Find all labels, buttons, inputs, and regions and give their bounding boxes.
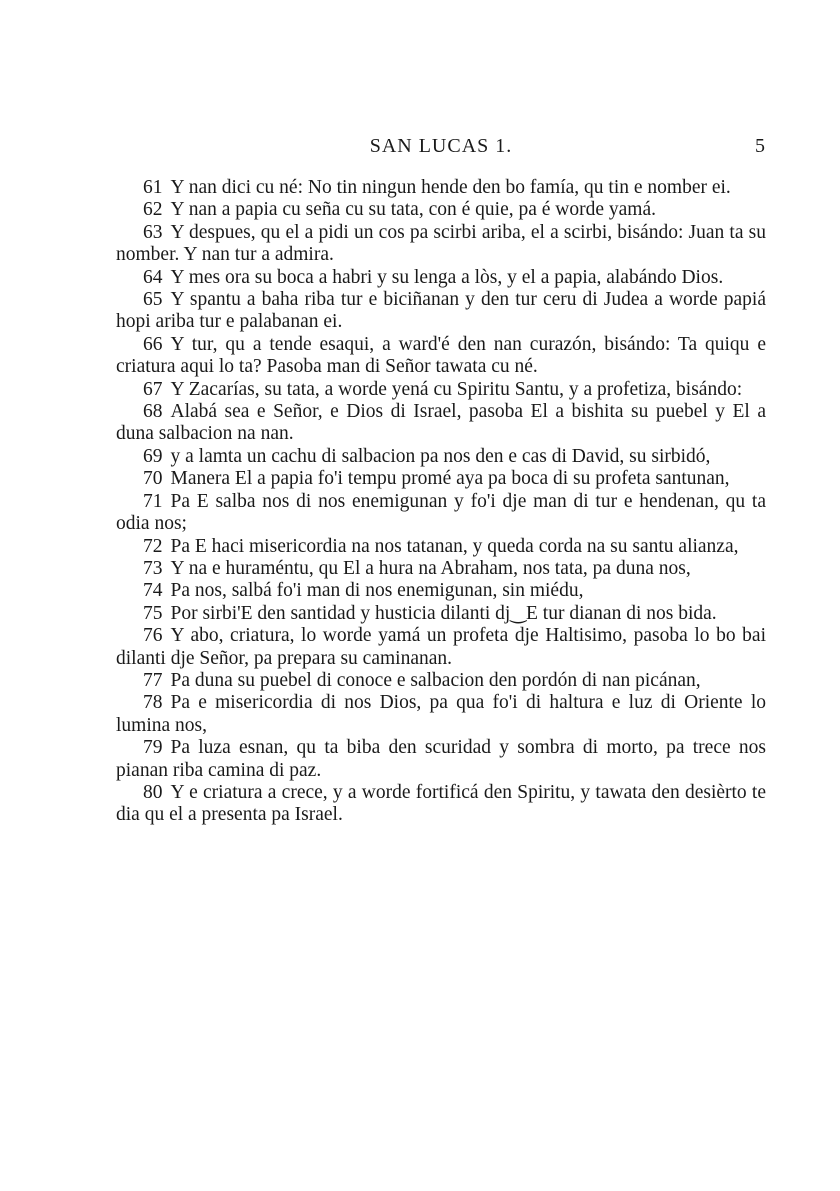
verse-number: 62 — [143, 199, 163, 221]
verse — [116, 692, 766, 737]
verse-text: Y na e huraméntu, qu El a hura na Abraham, nos tata, pa duna nos, — [170, 557, 691, 579]
verse-number: 63 — [143, 221, 163, 243]
verse — [116, 267, 766, 289]
verse-number: 65 — [143, 289, 163, 311]
verse-list — [116, 177, 766, 827]
verse-text: Y abo, criatura, lo worde yamá un profeta dje Haltisimo, pasoba lo bo bai dilanti dje Señor, pa prepara su caminanan. — [116, 625, 766, 669]
verse — [116, 199, 766, 221]
verse — [116, 401, 766, 446]
verse — [116, 558, 766, 580]
verse-text: Y spantu a baha riba tur e biciñanan y den tur ceru di Judea a worde papiá hopi ariba tur e palabanan ei. — [116, 289, 766, 333]
verse — [116, 334, 766, 379]
verse-text: Y tur, qu a tende esaqui, a ward'é den nan curazón, bisándo: Ta quiqu e criatura aqui lo ta? Pasoba man di Señor tawata cu né. — [116, 333, 766, 378]
verse-text: Pa duna su puebel di conoce e salbacion den pordón di nan picánan, — [170, 669, 701, 691]
verse — [116, 603, 766, 625]
verse-number: 75 — [143, 602, 163, 624]
verse — [116, 379, 766, 401]
verse-number: 66 — [143, 333, 163, 355]
verse-text: Por sirbi'E den santidad y husticia dilanti dj‿E tur dianan di nos bida. — [170, 602, 717, 624]
verse — [116, 580, 766, 602]
verse-number: 74 — [143, 580, 163, 602]
verse-number: 69 — [143, 445, 163, 467]
verse-number: 70 — [143, 468, 163, 490]
verse — [116, 491, 766, 536]
verse-number: 67 — [143, 378, 163, 400]
verse — [116, 737, 766, 782]
verse-text: Y mes ora su boca a habri y su lenga a lòs, y el a papia, alabándo Dios. — [170, 266, 724, 288]
running-title: SAN LUCAS 1. — [369, 135, 513, 157]
verse-number: 76 — [143, 625, 163, 647]
page-header — [116, 135, 766, 163]
verse — [116, 446, 766, 468]
verse — [116, 670, 766, 692]
page-number: 5 — [755, 135, 766, 157]
verse-number: 78 — [143, 692, 163, 714]
verse-number: 79 — [143, 737, 163, 759]
verse-text: Pa E haci misericordia na nos tatanan, y queda corda na su santu alianza, — [170, 535, 739, 557]
verse — [116, 222, 766, 267]
verse-number: 71 — [143, 490, 163, 512]
verse — [116, 289, 766, 334]
verse-text: Pa luza esnan, qu ta biba den scuridad y sombra di morto, pa trece nos pianan riba camina di paz. — [116, 737, 766, 781]
verse-number: 77 — [143, 669, 163, 691]
verse-text: Manera El a papia fo'i tempu promé aya pa boca di su profeta santunan, — [170, 468, 730, 490]
verse-text: Y nan a papia cu seña cu su tata, con é quie, pa é worde yamá. — [170, 199, 656, 221]
verse — [116, 536, 766, 558]
verse-text: Pa E salba nos di nos enemigunan y fo'i dje man di tur e hendenan, qu ta odia nos; — [116, 490, 766, 535]
verse-text: Y e criatura a crece, y a worde fortificá den Spiritu, y tawata den desièrto te dia qu el a presenta pa Israel. — [116, 781, 766, 826]
verse-number: 80 — [143, 781, 163, 803]
verse-number: 64 — [143, 266, 163, 288]
verse-text: Pa e misericordia di nos Dios, pa qua fo'i di haltura e luz di Oriente lo lumina nos, — [116, 692, 766, 736]
verse-text: Y nan dici cu né: No tin ningun hende den bo famía, qu tin e nomber ei. — [170, 177, 731, 198]
verse-number: 72 — [143, 535, 163, 557]
verse-text: y a lamta un cachu di salbacion pa nos den e cas di David, su sirbidó, — [170, 445, 711, 467]
verse-text: Y Zacarías, su tata, a worde yená cu Spiritu Santu, y a profetiza, bisándo: — [170, 378, 743, 400]
verse — [116, 177, 766, 199]
verse — [116, 782, 766, 827]
verse-text: Y despues, qu el a pidi un cos pa scirbi ariba, el a scirbi, bisándo: Juan ta su nomber. Y nan tur a admira. — [116, 221, 766, 266]
verse-text: Alabá sea e Señor, e Dios di Israel, pasoba El a bishita su puebel y El a duna salbacion na nan. — [116, 401, 766, 445]
verse-number: 73 — [143, 557, 163, 579]
verse-number: 61 — [143, 177, 163, 198]
verse-number: 68 — [143, 401, 163, 423]
verse — [116, 625, 766, 670]
verse-text: Pa nos, salbá fo'i man di nos enemigunan, sin miédu, — [170, 580, 584, 602]
verse — [116, 468, 766, 490]
